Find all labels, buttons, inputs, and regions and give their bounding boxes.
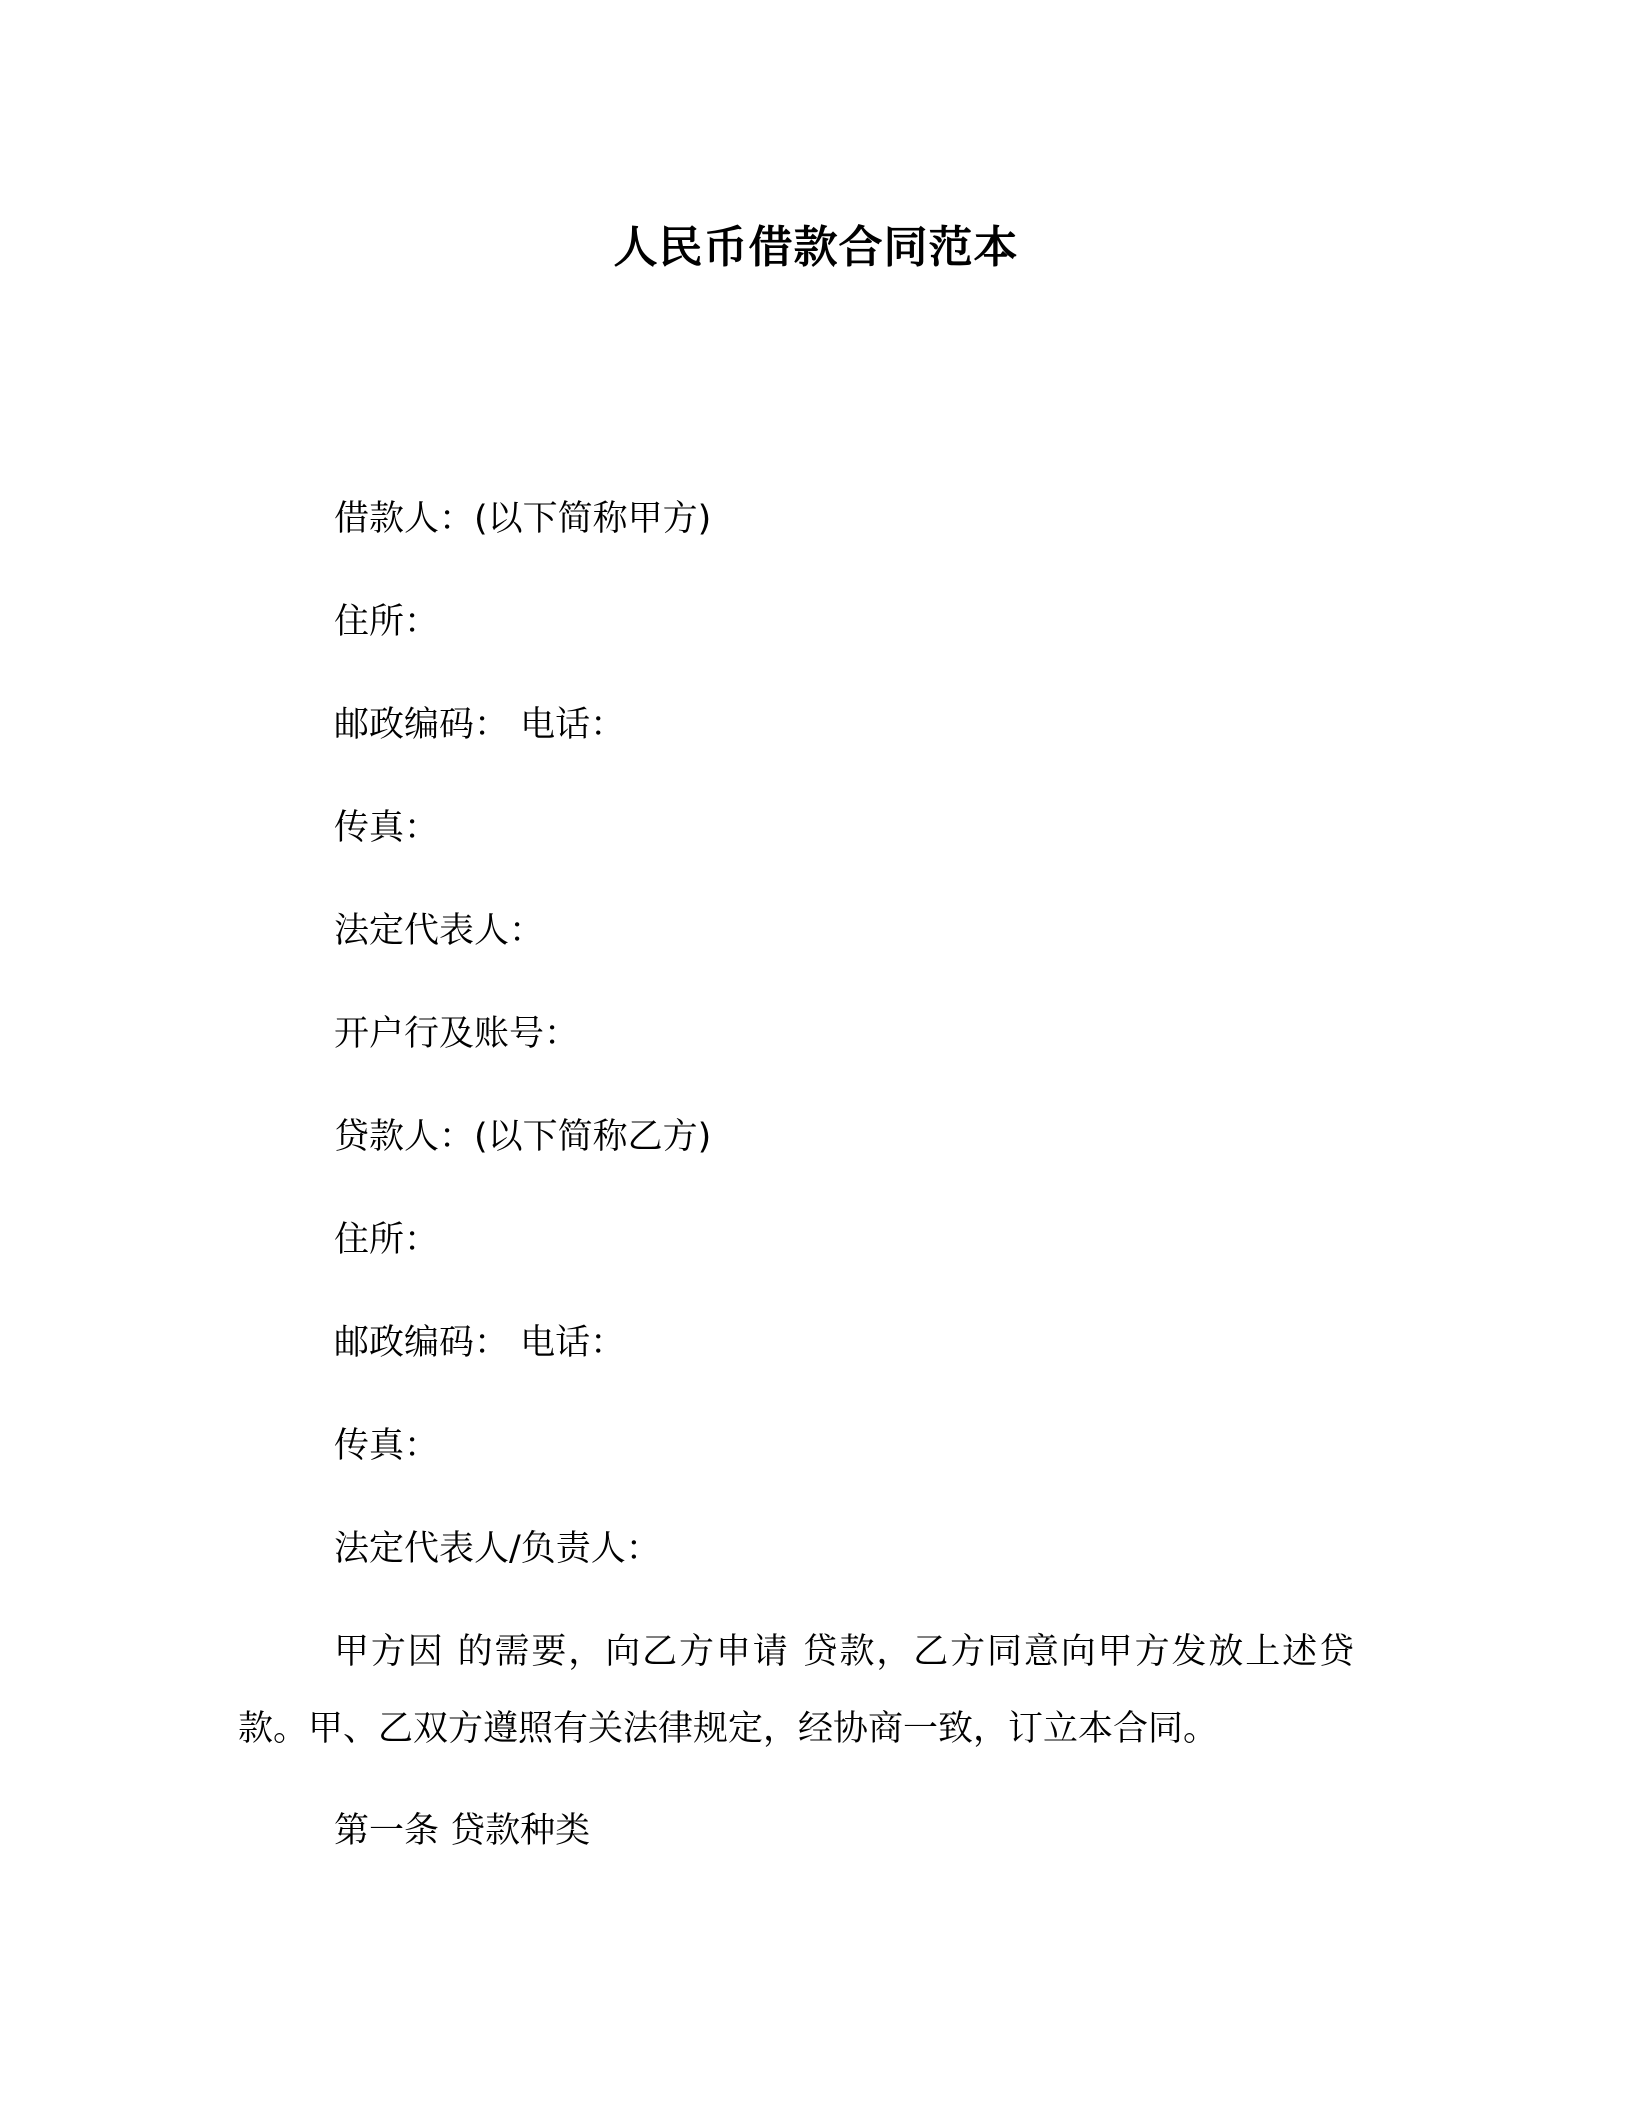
preamble-paragraph: 甲方因 的需要，向乙方申请 贷款，乙方同意向甲方发放上述贷款。甲、乙双方遵照有关法律规定，经协商一致，订立本合同。 [238, 1632, 1354, 1749]
borrower-fax: 传真： [334, 808, 440, 848]
article-1-heading: 第一条 贷款种类 [334, 1811, 591, 1851]
lender-header: 贷款人：(以下简称乙方) [334, 1117, 712, 1157]
lender-address: 住所： [334, 1220, 440, 1260]
borrower-postal-phone: 邮政编码： 电话： [334, 705, 626, 745]
borrower-bank-account: 开户行及账号： [334, 1014, 580, 1054]
borrower-legal-rep: 法定代表人： [334, 911, 545, 951]
borrower-address: 住所： [334, 602, 440, 642]
lender-fax: 传真： [334, 1426, 440, 1466]
lender-legal-rep: 法定代表人/负责人： [334, 1529, 661, 1569]
lender-postal-phone: 邮政编码： 电话： [334, 1323, 626, 1363]
borrower-header: 借款人：(以下简称甲方) [334, 499, 712, 539]
document-title: 人民币借款合同范本 [613, 222, 1019, 273]
